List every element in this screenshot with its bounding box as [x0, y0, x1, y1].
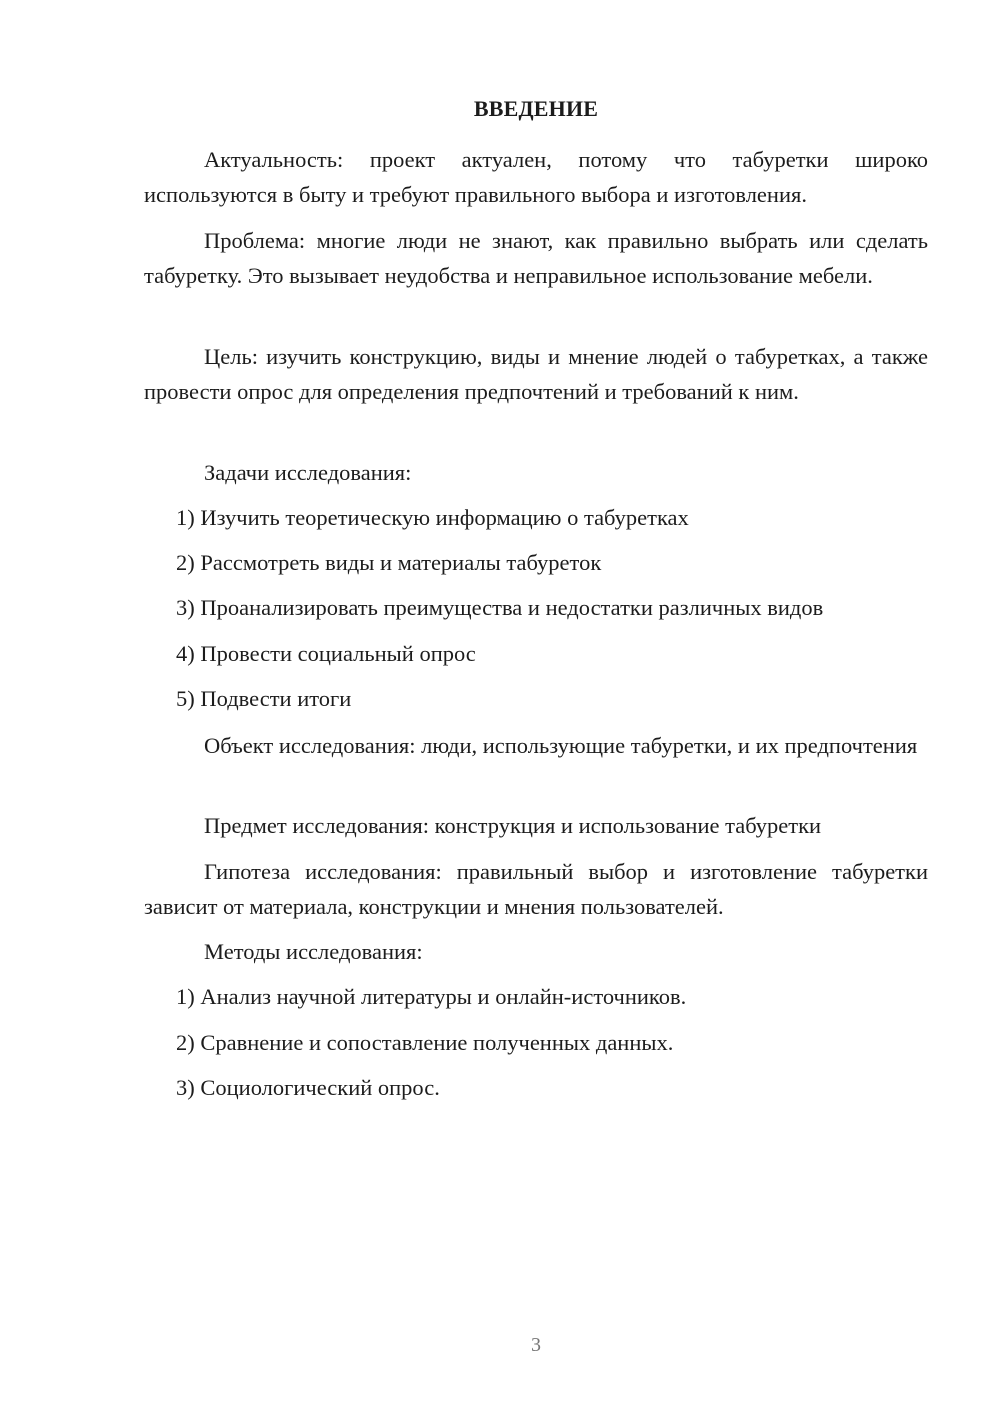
- tasks-heading: Задачи исследования:: [204, 460, 412, 485]
- object-paragraph: Объект исследования: люди, использующие табуретки, и их предпочтения: [204, 733, 918, 758]
- method-item: 2) Сравнение и сопоставление полученных данных.: [176, 1030, 674, 1055]
- task-item: 3) Проанализировать преимущества и недостатки различных видов: [176, 595, 824, 620]
- task-item: 4) Провести социальный опрос: [176, 641, 476, 666]
- method-item: 3) Социологический опрос.: [176, 1075, 440, 1100]
- subject-paragraph: Предмет исследования: конструкция и использование табуретки: [204, 813, 822, 838]
- methods-heading: Методы исследования:: [204, 939, 423, 964]
- page-number: 3: [531, 1334, 541, 1356]
- hypothesis-paragraph: Гипотеза исследования: правильный выбор и изготовление табуретки зависит от материала, конструкции и мнения пользователей.: [144, 859, 928, 919]
- relevance-paragraph: Актуальность: проект актуален, потому что табуретки широко используются в быту и требуют правильного выбора и изготовления.: [144, 147, 928, 207]
- task-item: 1) Изучить теоретическую информацию о табуретках: [176, 505, 689, 530]
- method-item: 1) Анализ научной литературы и онлайн-источников.: [176, 984, 687, 1009]
- task-item: 2) Рассмотреть виды и материалы табуреток: [176, 550, 602, 575]
- goal-paragraph: Цель: изучить конструкцию, виды и мнение людей о табуретках, а также провести опрос для определения предпочтений и требований к ним.: [144, 344, 928, 404]
- problem-paragraph: Проблема: многие люди не знают, как правильно выбрать или сделать табуретку. Это вызывает неудобства и неправильное использование мебели.: [144, 228, 928, 288]
- document-title: ВВЕДЕНИЕ: [473, 96, 599, 121]
- task-item: 5) Подвести итоги: [176, 686, 352, 711]
